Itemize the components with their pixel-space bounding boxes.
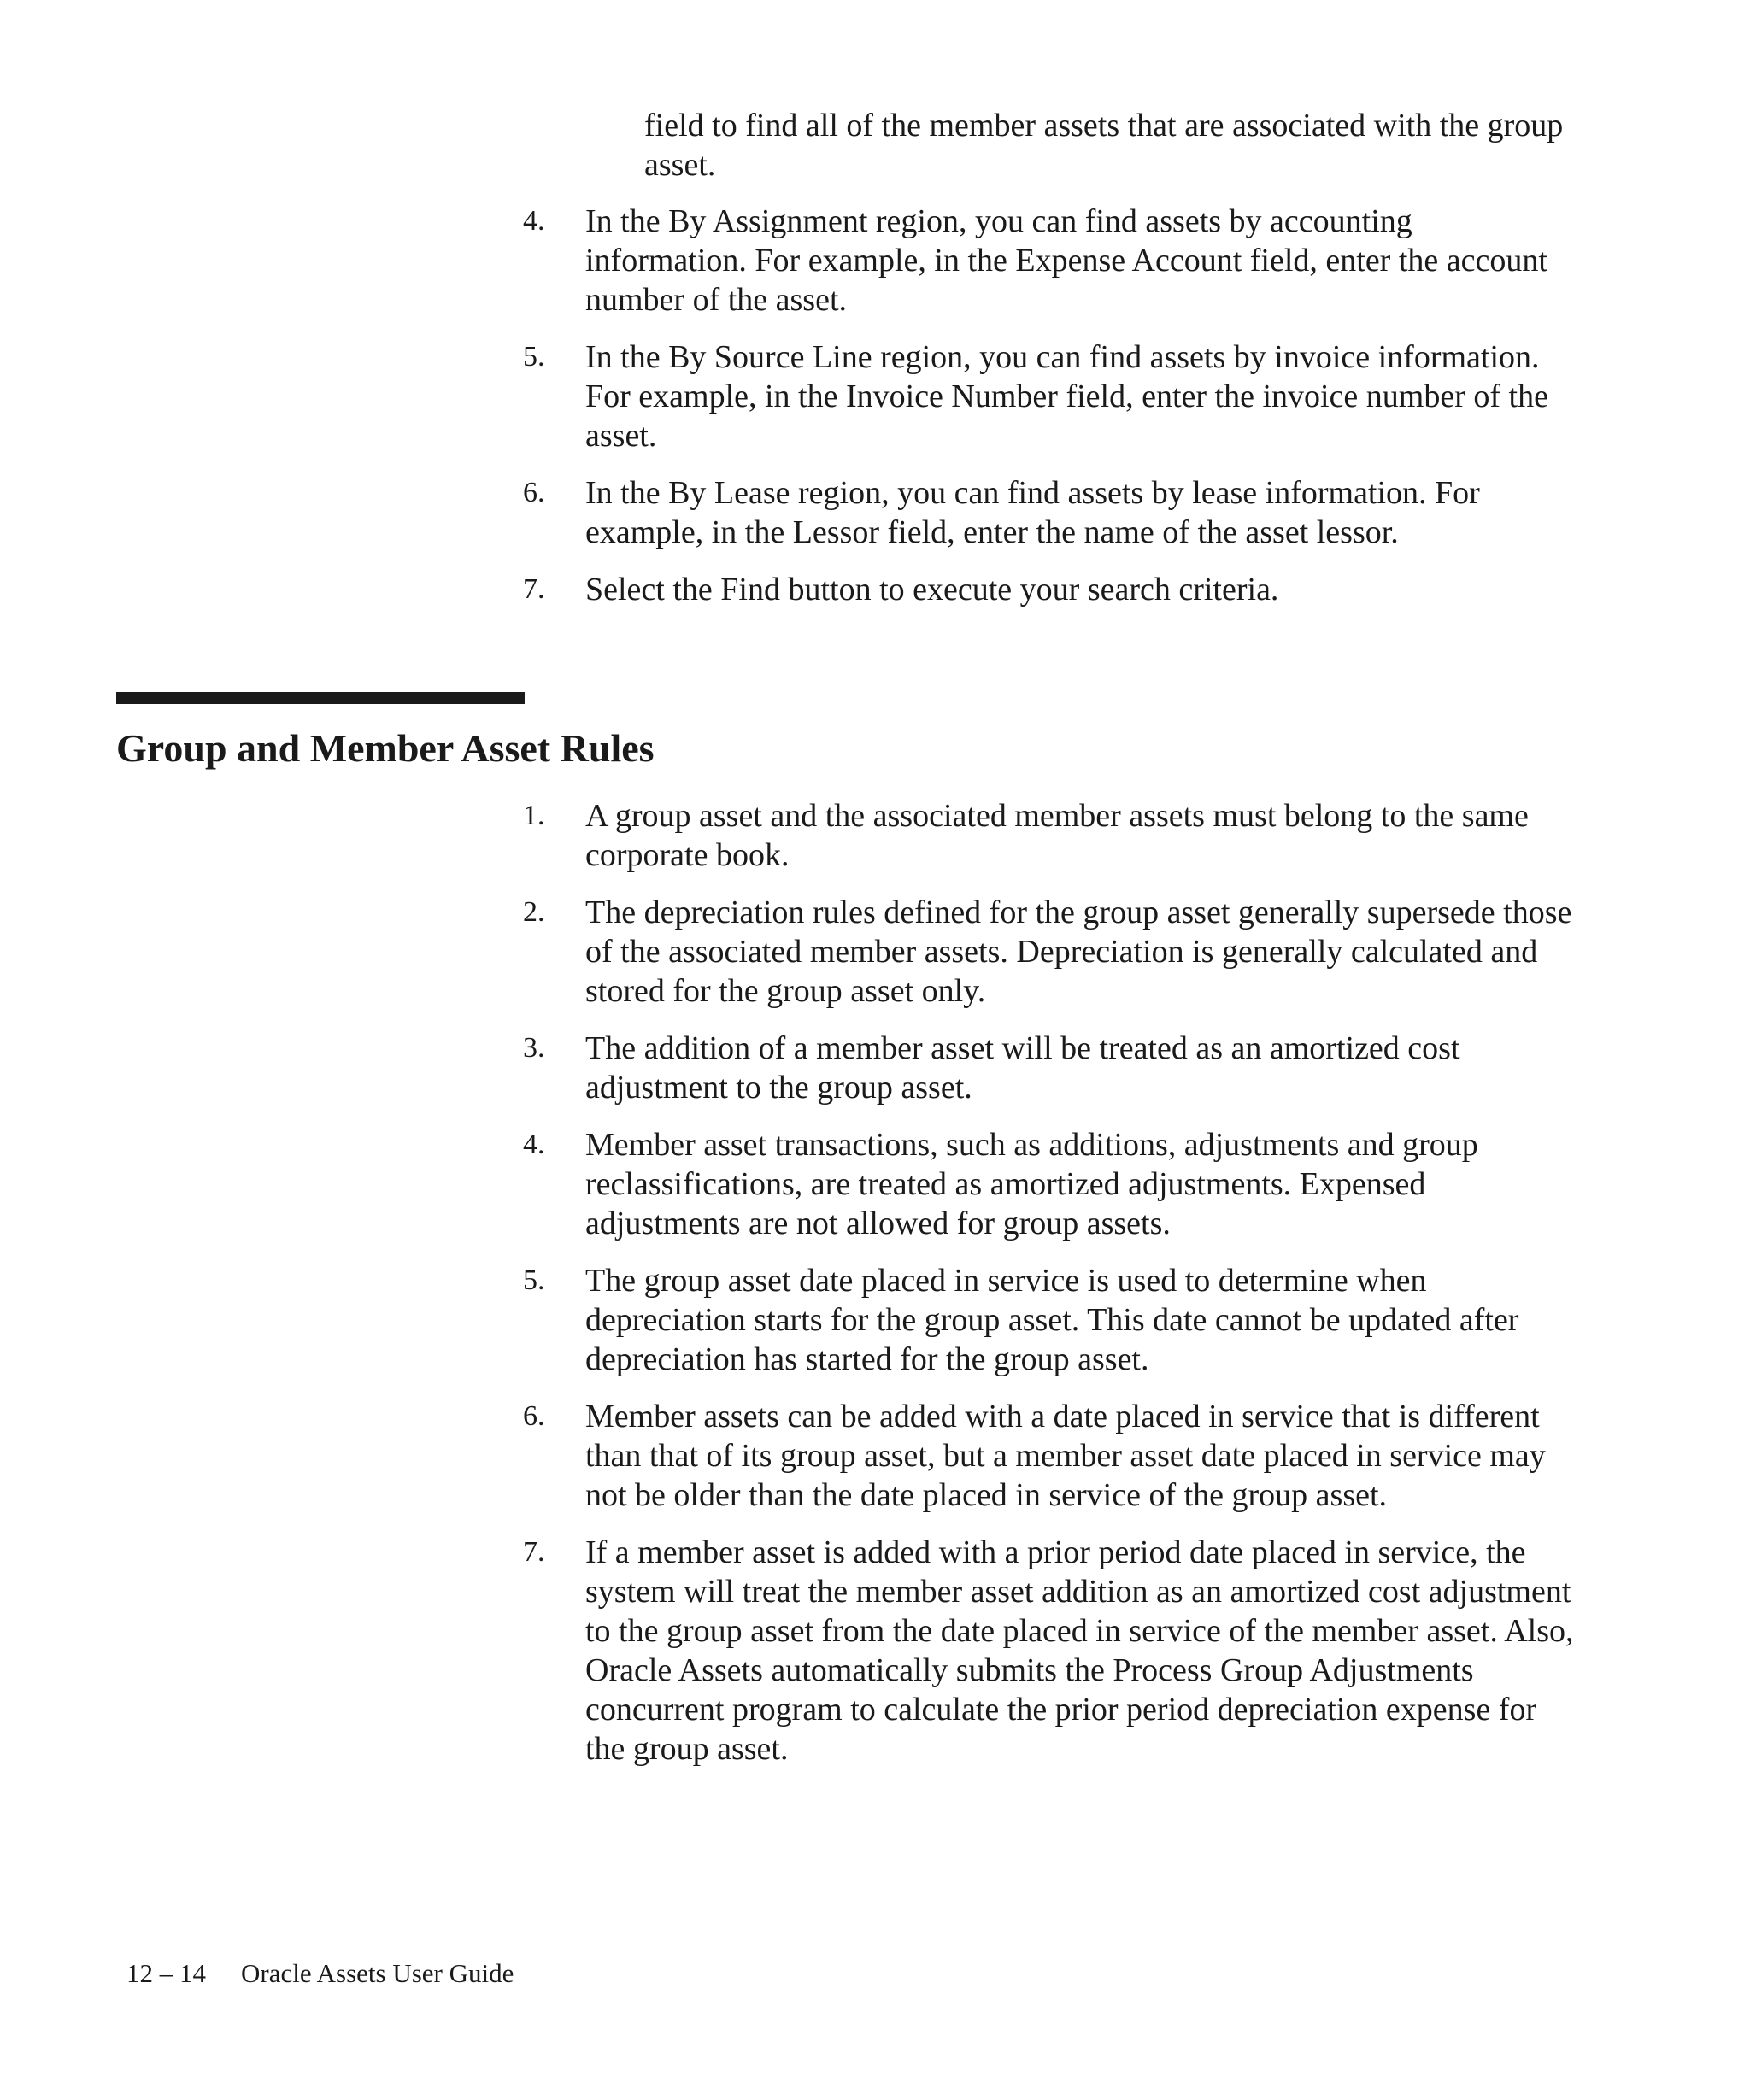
- step-number: 4.: [523, 1129, 545, 1160]
- list-item: [523, 570, 1634, 609]
- step-text: Member asset transactions, such as additions, adjustments and group reclassifications, are treated as amortized adjustments. Expensed adjustments are not allowed for group assets.: [585, 1127, 1478, 1241]
- step-number: 4.: [523, 205, 545, 237]
- step-text: A group asset and the associated member assets must belong to the same corporate book.: [585, 798, 1529, 873]
- continuation-paragraph: field to find all of the member assets that are associated with the group asset.: [644, 108, 1564, 183]
- list-item: [523, 202, 1634, 320]
- page-number: 12 – 14: [126, 1958, 206, 1988]
- list-item: [523, 1125, 1634, 1243]
- step-number: 5.: [523, 341, 545, 372]
- step-number: 5.: [523, 1264, 545, 1296]
- find-steps-list: [523, 202, 1634, 627]
- step-number: 3.: [523, 1032, 545, 1064]
- step-text: The depreciation rules defined for the group asset generally supersede those of the associated member assets. Depreciation is generally calculated and stored for the group asset only.: [585, 895, 1572, 1009]
- list-item: [523, 1533, 1634, 1769]
- step-text: In the By Assignment region, you can find assets by accounting information. For example, in the Expense Account field, enter the account number of the asset.: [585, 203, 1547, 318]
- list-item: [523, 1029, 1634, 1107]
- step-text: Select the Find button to execute your search criteria.: [585, 572, 1279, 607]
- section-divider: [116, 692, 525, 704]
- step-text: The addition of a member asset will be treated as an amortized cost adjustment to the group asset.: [585, 1030, 1460, 1106]
- step-number: 7.: [523, 573, 545, 605]
- list-item: [523, 1397, 1634, 1515]
- list-item: [523, 1261, 1634, 1379]
- list-item: [523, 337, 1634, 455]
- list-item: [523, 893, 1634, 1011]
- list-item: [523, 473, 1634, 552]
- section-title: Group and Member Asset Rules: [116, 726, 655, 770]
- list-item: [523, 796, 1634, 875]
- step-number: 6.: [523, 1400, 545, 1432]
- step-text: In the By Lease region, you can find assets by lease information. For example, in the Lessor field, enter the name of the asset lessor.: [585, 475, 1480, 550]
- step-number: 1.: [523, 800, 545, 831]
- page-footer: [126, 1956, 514, 1991]
- step-number: 6.: [523, 477, 545, 508]
- step-text: The group asset date placed in service is used to determine when depreciation starts for the group asset. This date cannot be updated after depreciation has started for the group asset.: [585, 1263, 1519, 1377]
- step-text: If a member asset is added with a prior period date placed in service, the system will treat the member asset addition as an amortized cost adjustment to the group asset from the date placed in service of the member asset. Also, Oracle Assets automatically submits the Process Group Adjustments concurrent program to calculate the prior period depreciation expense for the group asset.: [585, 1534, 1574, 1767]
- step-text: In the By Source Line region, you can find assets by invoice information. For example, in the Invoice Number field, enter the invoice number of the asset.: [585, 339, 1548, 454]
- step-text: Member assets can be added with a date placed in service that is different than that of its group asset, but a member asset date placed in service may not be older than the date placed in service of the group asset.: [585, 1399, 1546, 1513]
- guide-title: Oracle Assets User Guide: [241, 1958, 514, 1988]
- rules-list: [523, 796, 1634, 1786]
- step-number: 7.: [523, 1536, 545, 1568]
- step-number: 2.: [523, 896, 545, 928]
